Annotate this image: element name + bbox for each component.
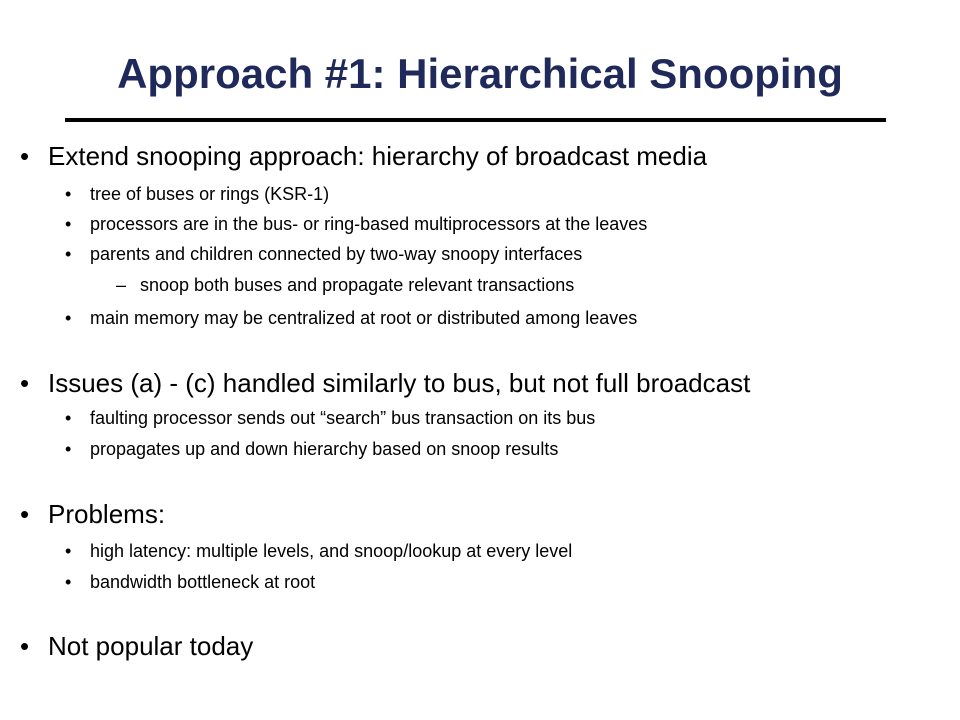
subbullet-text: bandwidth bottleneck at root <box>90 572 316 592</box>
bullet-text: Problems: <box>48 499 166 529</box>
slide-title: Approach #1: Hierarchical Snooping <box>117 50 843 97</box>
bullet-text: Issues (a) - (c) handled similarly to bus, but not full broadcast <box>48 368 751 398</box>
bullet-icon: • <box>65 214 72 234</box>
subbullet-text: faulting processor sends out “search” bus transaction on its bus <box>90 408 596 428</box>
bullet-icon: • <box>65 244 72 264</box>
bullet-text: Not popular today <box>48 631 254 661</box>
bullet-icon: • <box>65 408 72 428</box>
subbullet-text: parents and children connected by two-way snoopy interfaces <box>90 244 583 264</box>
dash-icon: – <box>116 275 127 295</box>
subbullet-text: main memory may be centralized at root or distributed among leaves <box>90 308 638 328</box>
bullet-icon: • <box>65 184 72 204</box>
subbullet-text: propagates up and down hierarchy based on snoop results <box>90 439 559 459</box>
bullet-icon: • <box>20 141 30 171</box>
bullet-icon: • <box>65 541 72 561</box>
bullet-icon: • <box>65 308 72 328</box>
bullet-text: Extend snooping approach: hierarchy of broadcast media <box>48 141 708 171</box>
bullet-icon: • <box>20 368 30 398</box>
subbullet-text: high latency: multiple levels, and snoop/lookup at every level <box>90 541 573 561</box>
subbullet-text: processors are in the bus- or ring-based multiprocessors at the leaves <box>90 214 648 234</box>
bullet-icon: • <box>20 631 30 661</box>
bullet-icon: • <box>20 499 30 529</box>
subsubbullet-text: snoop both buses and propagate relevant transactions <box>140 275 575 295</box>
subbullet-text: tree of buses or rings (KSR-1) <box>90 184 330 204</box>
bullet-icon: • <box>65 572 72 592</box>
bullet-icon: • <box>65 439 72 459</box>
